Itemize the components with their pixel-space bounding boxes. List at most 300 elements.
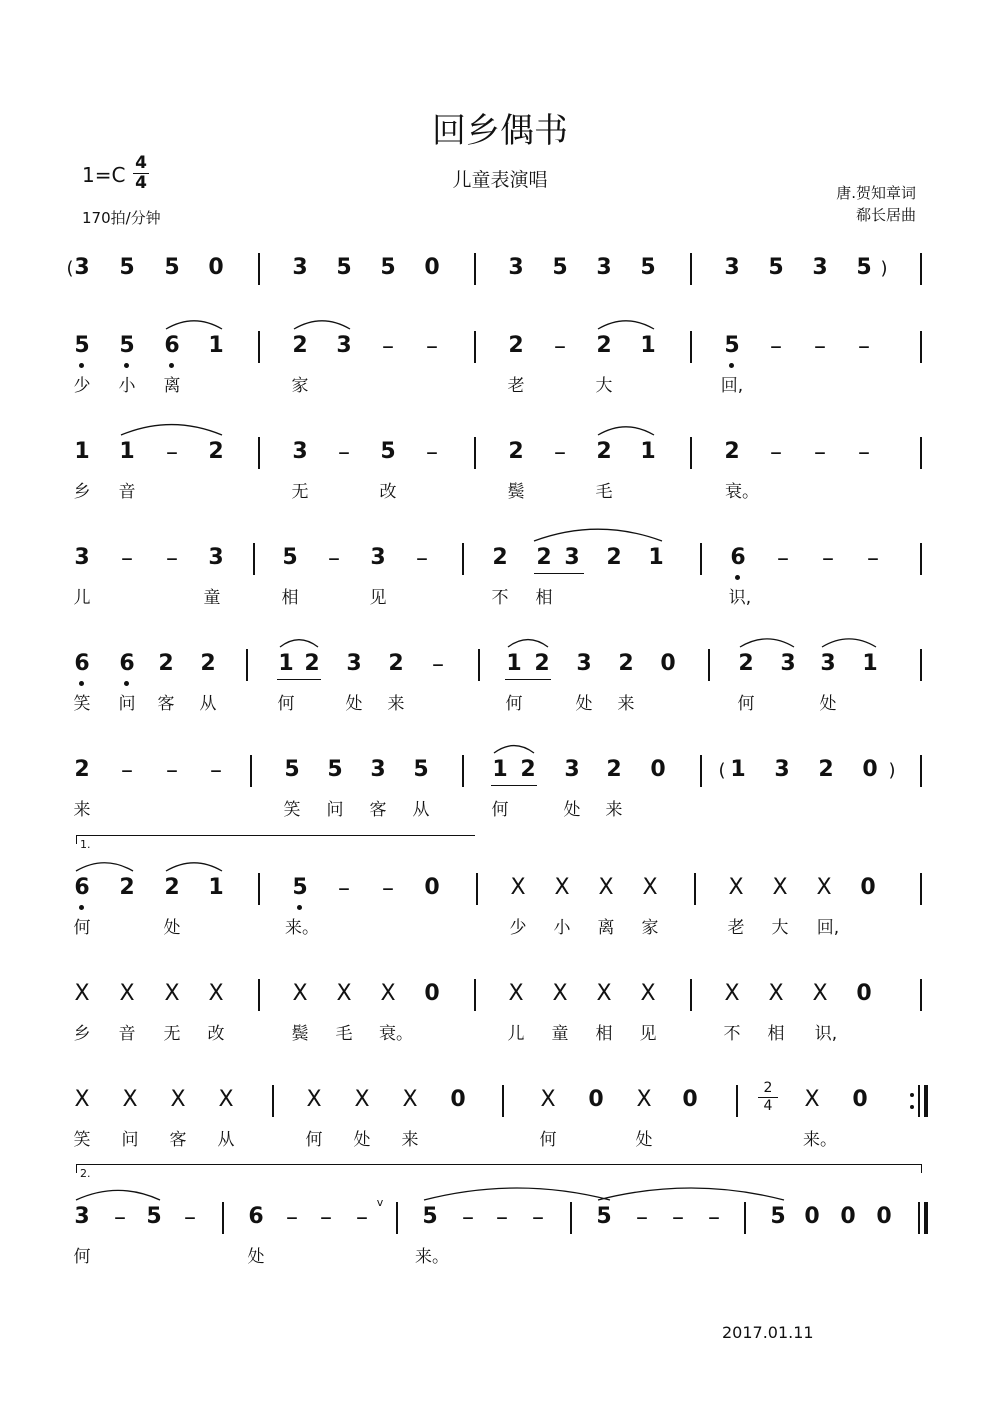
rhythm-x: X — [164, 981, 180, 1006]
time-change-top: 2 — [763, 1080, 773, 1096]
note: 2 — [596, 439, 612, 464]
dash-extension: – — [462, 1203, 474, 1231]
note: 5 — [640, 255, 656, 280]
lyric-syllable: 家 — [641, 918, 659, 938]
note: 2 — [618, 651, 634, 676]
note: 3 — [346, 651, 362, 676]
rhythm-x: X — [642, 875, 658, 900]
rhythm-x: X — [306, 1087, 322, 1112]
rest: 0 — [682, 1087, 698, 1112]
lyric-syllable: 来。 — [285, 918, 319, 938]
lyric-syllable: 何 — [737, 694, 755, 714]
note: 6 — [152, 333, 192, 359]
note: 2 — [606, 757, 622, 782]
lyric-syllable: 改 — [379, 482, 397, 502]
lyric-syllable: 处 — [247, 1247, 265, 1267]
lyric-syllable: 来 — [387, 694, 405, 714]
slur — [508, 640, 548, 647]
lyric-syllable: 少 — [73, 376, 91, 396]
note: 5 — [146, 1204, 162, 1229]
lyric-syllable: 少 — [509, 918, 527, 938]
lyric-syllable: 处 — [163, 918, 181, 938]
note: 5 — [422, 1204, 438, 1229]
lyric-syllable: 大 — [771, 918, 789, 938]
slur — [598, 427, 654, 435]
slur-group — [0, 845, 1000, 885]
rhythm-x: X — [170, 1087, 186, 1112]
dash-extension: – — [320, 1203, 332, 1231]
lyric-syllable: 识, — [814, 1024, 838, 1044]
note: 5 — [712, 333, 752, 359]
rhythm-x: X — [74, 1087, 90, 1112]
note: 1 — [862, 651, 878, 676]
note: 5 — [380, 439, 396, 464]
lyric-syllable: 见 — [369, 588, 387, 608]
lower-octave-dot — [169, 363, 174, 368]
lyric-syllable: 笑 — [73, 694, 91, 714]
lyric-syllable: 来 — [73, 800, 91, 820]
lyric-syllable: 问 — [326, 800, 344, 820]
eighth-note-underline — [277, 679, 321, 680]
note: 3 — [74, 1204, 90, 1229]
note: 5 — [119, 255, 135, 280]
rest: 0 — [852, 1087, 868, 1112]
lyric-syllable: 从 — [199, 694, 217, 714]
slur-group — [0, 1174, 1000, 1214]
lyric-syllable: 乡 — [73, 1024, 91, 1044]
eighth-note-underline — [505, 679, 551, 680]
lyric-syllable: 处 — [345, 694, 363, 714]
note: 3 — [774, 757, 790, 782]
rhythm-x: X — [218, 1087, 234, 1112]
note: 3 — [208, 545, 224, 570]
dash-extension: – — [532, 1203, 544, 1231]
lyric-syllable: 客 — [169, 1130, 187, 1150]
slur-group — [0, 515, 1000, 555]
dash-extension: – — [777, 544, 789, 572]
slur — [494, 746, 534, 753]
dash-extension: – — [672, 1203, 684, 1231]
dash-extension: – — [636, 1203, 648, 1231]
dash-extension: – — [416, 544, 428, 572]
dash-extension: – — [432, 650, 444, 678]
dash-extension: – — [210, 756, 222, 784]
volta-number: 1. — [80, 838, 91, 851]
slur — [598, 321, 654, 329]
rhythm-x: X — [380, 981, 396, 1006]
rhythm-x: X — [554, 875, 570, 900]
lower-octave-dot — [124, 363, 129, 368]
dash-extension: – — [382, 332, 394, 360]
note: 6 — [248, 1204, 264, 1229]
note: 2 — [738, 651, 754, 676]
rest: 0 — [588, 1087, 604, 1112]
performance-note: 儿童表演唱 — [452, 169, 548, 191]
slur — [822, 639, 876, 647]
dash-extension: – — [184, 1203, 196, 1231]
note: 5 — [596, 1204, 612, 1229]
note: 2 — [304, 651, 320, 676]
lyric-syllable: 不 — [491, 588, 509, 608]
note: 3 — [74, 255, 90, 280]
note: 2 — [158, 651, 174, 676]
note: 3 — [820, 651, 836, 676]
lower-octave-dot — [79, 905, 84, 910]
slur — [424, 1188, 610, 1200]
repeat-barline — [918, 1085, 920, 1117]
lyric-syllable: 问 — [118, 694, 136, 714]
lyric-syllable: 大 — [595, 376, 613, 396]
lyric-syllable: 处 — [563, 800, 581, 820]
dash-extension: – — [166, 544, 178, 572]
dash-extension: – — [166, 756, 178, 784]
rest: 0 — [660, 651, 676, 676]
rhythm-x: X — [728, 875, 744, 900]
lower-octave-dot — [297, 905, 302, 910]
lyricist-credit: 唐.贺知章词 — [836, 184, 916, 202]
dash-extension: – — [426, 438, 438, 466]
dash-extension: – — [166, 438, 178, 466]
note: 3 — [292, 255, 308, 280]
note: 5 — [282, 545, 298, 570]
note: 1 — [492, 757, 508, 782]
lyric-syllable: 何 — [305, 1130, 323, 1150]
rhythm-x: X — [598, 875, 614, 900]
note: 1 — [640, 439, 656, 464]
slur-group — [0, 303, 1000, 343]
note: 2 — [606, 545, 622, 570]
note: 2 — [164, 875, 180, 900]
note: 3 — [74, 545, 90, 570]
lyric-syllable: 相 — [535, 588, 553, 608]
lyric-syllable: 毛 — [595, 482, 613, 502]
note: 2 — [508, 333, 524, 358]
lyric-syllable: 小 — [118, 376, 136, 396]
lyric-syllable: 回, — [720, 376, 744, 396]
parenthesis: ) — [880, 258, 888, 279]
rest: 0 — [650, 757, 666, 782]
composer-credit: 郗长居曲 — [855, 206, 916, 224]
lyric-syllable: 毛 — [335, 1024, 353, 1044]
lyric-syllable: 识, — [728, 588, 752, 608]
dash-extension: – — [708, 1203, 720, 1231]
note: 3 — [812, 255, 828, 280]
dash-extension: – — [858, 438, 870, 466]
barline — [258, 979, 260, 1011]
lyric-syllable: 不 — [723, 1024, 741, 1044]
time-change-bottom: 4 — [763, 1098, 773, 1114]
lyric-syllable: 小 — [553, 918, 571, 938]
note: 2 — [292, 333, 308, 358]
rhythm-x: X — [208, 981, 224, 1006]
repeat-dots — [910, 1093, 914, 1117]
lyric-syllable: 何 — [539, 1130, 557, 1150]
slur-group — [0, 727, 1000, 767]
lyric-syllable: 来 — [401, 1130, 419, 1150]
lyric-syllable: 童 — [203, 588, 221, 608]
dash-extension: – — [770, 332, 782, 360]
lyric-syllable: 见 — [639, 1024, 657, 1044]
tempo-marking: 170拍/分钟 — [82, 209, 161, 227]
note: 1 — [278, 651, 294, 676]
dash-extension: – — [858, 332, 870, 360]
note: 5 — [280, 875, 320, 901]
lower-octave-dot — [79, 681, 84, 686]
lyric-syllable: 无 — [291, 482, 309, 502]
lyric-syllable: 家 — [291, 376, 309, 396]
lyric-syllable: 老 — [507, 376, 525, 396]
slur — [121, 425, 222, 435]
slur — [740, 639, 794, 647]
lyric-syllable: 来。 — [415, 1247, 449, 1267]
lyric-syllable: 客 — [157, 694, 175, 714]
lyric-syllable: 处 — [819, 694, 837, 714]
note: 2 — [508, 439, 524, 464]
note: 5 — [552, 255, 568, 280]
rest: 0 — [208, 255, 224, 280]
note: 3 — [564, 757, 580, 782]
note: 1 — [74, 439, 90, 464]
barline — [272, 1085, 274, 1117]
note: 5 — [107, 333, 147, 359]
rest: 0 — [424, 255, 440, 280]
lyric-syllable: 鬓 — [507, 482, 525, 502]
volta-number: 2. — [80, 1167, 91, 1180]
note: 2 — [536, 545, 552, 570]
lower-octave-dot — [79, 363, 84, 368]
rest: 0 — [840, 1204, 856, 1229]
note: 1 — [506, 651, 522, 676]
lyric-syllable: 离 — [163, 376, 181, 396]
rest: 0 — [856, 981, 872, 1006]
note: 5 — [62, 333, 102, 359]
note: 5 — [770, 1204, 786, 1229]
note: 2 — [388, 651, 404, 676]
note: 6 — [62, 651, 102, 677]
note: 6 — [718, 545, 758, 571]
lyric-syllable: 何 — [277, 694, 295, 714]
volta-bracket — [76, 835, 475, 851]
rest: 0 — [424, 875, 440, 900]
note: 3 — [576, 651, 592, 676]
rhythm-x: X — [640, 981, 656, 1006]
time-signature-bottom: 4 — [135, 173, 147, 193]
rhythm-x: X — [812, 981, 828, 1006]
lyric-syllable: 何 — [73, 918, 91, 938]
rest: 0 — [862, 757, 878, 782]
lyric-syllable: 从 — [217, 1130, 235, 1150]
slur — [280, 640, 318, 647]
note: 5 — [380, 255, 396, 280]
slur-group — [0, 409, 1000, 449]
note: 2 — [534, 651, 550, 676]
note: 1 — [119, 439, 135, 464]
note: 3 — [336, 333, 352, 358]
rhythm-x: X — [336, 981, 352, 1006]
note: 2 — [492, 545, 508, 570]
lyric-syllable: 相 — [281, 588, 299, 608]
note: 5 — [336, 255, 352, 280]
lyric-syllable: 相 — [595, 1024, 613, 1044]
lyric-syllable: 改 — [207, 1024, 225, 1044]
lyric-syllable: 何 — [505, 694, 523, 714]
lyric-syllable: 老 — [727, 918, 745, 938]
rhythm-x: X — [772, 875, 788, 900]
note: 2 — [119, 875, 135, 900]
eighth-note-underline — [534, 573, 584, 574]
slur — [166, 321, 222, 329]
lyric-syllable: 处 — [353, 1130, 371, 1150]
rhythm-x: X — [292, 981, 308, 1006]
dash-extension: – — [121, 544, 133, 572]
dash-extension: – — [328, 544, 340, 572]
date-stamp: 2017.01.11 — [722, 1323, 814, 1342]
barline — [920, 253, 922, 285]
lyric-syllable: 来 — [605, 800, 623, 820]
rhythm-x: X — [122, 1087, 138, 1112]
rest: 0 — [804, 1204, 820, 1229]
note: 3 — [596, 255, 612, 280]
dash-extension: – — [114, 1203, 126, 1231]
slur — [166, 863, 222, 871]
slur-group — [0, 621, 1000, 661]
lyric-syllable: 童 — [551, 1024, 569, 1044]
key-signature: 1=C — [82, 163, 126, 187]
rhythm-x: X — [768, 981, 784, 1006]
lyric-syllable: 处 — [635, 1130, 653, 1150]
lyric-syllable: 来 — [617, 694, 635, 714]
note: 2 — [818, 757, 834, 782]
dash-extension: – — [286, 1203, 298, 1231]
lyric-syllable: 何 — [491, 800, 509, 820]
rhythm-x: X — [540, 1087, 556, 1112]
lyric-syllable: 回, — [816, 918, 840, 938]
note: 5 — [164, 255, 180, 280]
slur — [76, 863, 133, 871]
lyric-syllable: 无 — [163, 1024, 181, 1044]
lyric-syllable: 来。 — [803, 1130, 837, 1150]
note: 2 — [200, 651, 216, 676]
note: 1 — [208, 875, 224, 900]
note: 3 — [780, 651, 796, 676]
lower-octave-dot — [729, 363, 734, 368]
lyric-syllable: 衰。 — [379, 1024, 413, 1044]
rhythm-x: X — [636, 1087, 652, 1112]
rhythm-x: X — [804, 1087, 820, 1112]
lyric-syllable: 客 — [369, 800, 387, 820]
slur — [76, 1190, 160, 1200]
barline — [690, 253, 692, 285]
note: 3 — [370, 757, 386, 782]
dash-extension: – — [338, 874, 350, 902]
lower-octave-dot — [124, 681, 129, 686]
rest: 0 — [860, 875, 876, 900]
time-signature-top: 4 — [135, 153, 147, 173]
rhythm-x: X — [724, 981, 740, 1006]
dash-extension: – — [382, 874, 394, 902]
lyric-syllable: 乡 — [73, 482, 91, 502]
rhythm-x: X — [74, 981, 90, 1006]
note: 3 — [370, 545, 386, 570]
slur — [598, 1188, 784, 1200]
rest: 0 — [424, 981, 440, 1006]
lyric-syllable: 何 — [73, 1247, 91, 1267]
rest: 0 — [450, 1087, 466, 1112]
barline — [258, 253, 260, 285]
note: 1 — [730, 757, 746, 782]
lyric-syllable: 衰。 — [725, 482, 759, 502]
lyric-syllable: 音 — [118, 482, 136, 502]
note: 2 — [74, 757, 90, 782]
note: 6 — [107, 651, 147, 677]
note: 2 — [520, 757, 536, 782]
dash-extension: – — [822, 544, 834, 572]
note: 1 — [648, 545, 664, 570]
note: 1 — [208, 333, 224, 358]
barline — [690, 979, 692, 1011]
barline — [736, 1085, 738, 1117]
note: 1 — [640, 333, 656, 358]
dash-extension: – — [121, 756, 133, 784]
eighth-note-underline — [491, 785, 537, 786]
parenthesis: ( — [718, 760, 726, 781]
dash-extension: – — [770, 438, 782, 466]
note: 5 — [856, 255, 872, 280]
rhythm-x: X — [816, 875, 832, 900]
slur — [294, 321, 350, 329]
slur — [534, 529, 662, 541]
note: 6 — [62, 875, 102, 901]
dash-extension: – — [554, 438, 566, 466]
note: 3 — [564, 545, 580, 570]
barline — [920, 979, 922, 1011]
dash-extension: – — [356, 1203, 368, 1231]
lyric-syllable: 处 — [575, 694, 593, 714]
dash-extension: – — [338, 438, 350, 466]
lyric-syllable: 儿 — [73, 588, 91, 608]
lyric-syllable: 从 — [412, 800, 430, 820]
dash-extension: – — [814, 438, 826, 466]
rhythm-x: X — [354, 1087, 370, 1112]
note: 5 — [768, 255, 784, 280]
lyric-syllable: 离 — [597, 918, 615, 938]
rhythm-x: X — [119, 981, 135, 1006]
lower-octave-dot — [735, 575, 740, 580]
lyric-syllable: 笑 — [73, 1130, 91, 1150]
note: 2 — [724, 439, 740, 464]
dash-extension: – — [426, 332, 438, 360]
barline — [474, 979, 476, 1011]
time-signature-change — [758, 1080, 778, 1115]
note: 3 — [724, 255, 740, 280]
dash-extension: – — [814, 332, 826, 360]
lyric-syllable: 相 — [767, 1024, 785, 1044]
lyric-syllable: 鬓 — [291, 1024, 309, 1044]
barline — [474, 253, 476, 285]
parenthesis: ( — [66, 258, 74, 279]
note: 2 — [208, 439, 224, 464]
note: 5 — [413, 757, 429, 782]
dash-extension: – — [867, 544, 879, 572]
note: 5 — [327, 757, 343, 782]
lyric-syllable: 儿 — [507, 1024, 525, 1044]
note: 3 — [508, 255, 524, 280]
lyric-syllable: 音 — [118, 1024, 136, 1044]
song-title: 回乡偶书 — [432, 111, 568, 151]
parenthesis: ) — [888, 760, 896, 781]
rhythm-x: X — [402, 1087, 418, 1112]
lyric-syllable: 问 — [121, 1130, 139, 1150]
